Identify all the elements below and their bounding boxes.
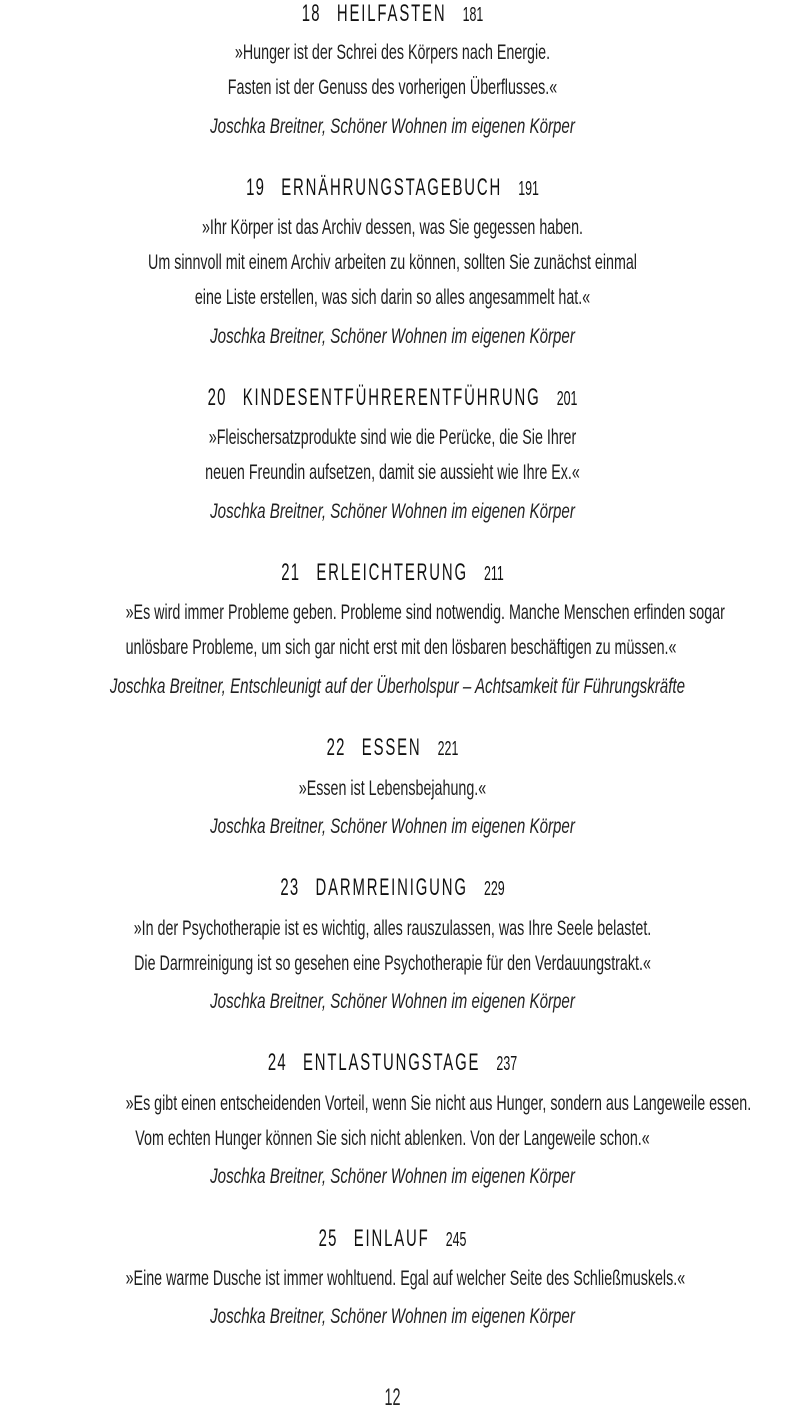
chapter-number: 25 <box>318 1225 338 1252</box>
epigraph-line: eine Liste erstellen, was sich darin so alles angesammelt hat.« <box>194 286 591 309</box>
chapter-title: ESSEN <box>361 734 422 761</box>
epigraph-attribution: Joschka Breitner, Schöner Wohnen im eigenen Körper <box>210 815 575 838</box>
epigraph-line: »Ihr Körper ist das Archiv dessen, was Sie gegessen haben. <box>201 216 584 239</box>
chapter-title: DARMREINIGUNG <box>315 874 468 901</box>
page-number: 12 <box>384 1384 401 1411</box>
epigraph-line: »Es gibt einen entscheidenden Vorteil, wenn Sie nicht aus Hunger, sondern aus Langeweile essen. <box>125 1092 752 1115</box>
chapter-title: HEILFASTEN <box>336 0 447 27</box>
chapter-page: 229 <box>483 878 505 900</box>
epigraph-line: »Fleischersatzprodukte sind wie die Perücke, die Sie Ihrer <box>208 426 577 449</box>
chapter-number: 19 <box>246 174 266 201</box>
chapter-title: ERNÄHRUNGSTAGEBUCH <box>281 174 503 201</box>
chapter-heading-23 <box>149 874 636 902</box>
epigraph-line: »Eine warme Dusche ist immer wohltuend. Egal auf welcher Seite des Schließmuskels.« <box>125 1267 686 1290</box>
chapter-heading-18 <box>149 0 636 28</box>
epigraph-line: Fasten ist der Genuss des vorherigen Überflusses.« <box>227 76 558 99</box>
chapter-page: 237 <box>496 1053 518 1075</box>
epigraph-line: »Es wird immer Probleme geben. Probleme sind notwendig. Manche Menschen erfinden sogar <box>125 601 725 624</box>
chapter-heading-24 <box>149 1049 636 1077</box>
epigraph-line: Um sinnvoll mit einem Archiv arbeiten zu können, sollten Sie zunächst einmal <box>148 251 637 274</box>
epigraph-attribution: Joschka Breitner, Schöner Wohnen im eigenen Körper <box>210 1305 575 1328</box>
chapter-heading-25 <box>149 1225 636 1253</box>
chapter-number: 24 <box>267 1049 287 1076</box>
chapter-heading-21 <box>149 559 636 587</box>
epigraph-attribution: Joschka Breitner, Schöner Wohnen im eigenen Körper <box>210 500 575 523</box>
chapter-page: 181 <box>462 4 484 26</box>
epigraph-line: neuen Freundin aufsetzen, damit sie aussieht wie Ihre Ex.« <box>205 461 580 484</box>
epigraph-line: unlösbare Probleme, um sich gar nicht erst mit den lösbaren beschäftigen zu müssen.« <box>125 636 677 659</box>
epigraph-line: »Hunger ist der Schrei des Körpers nach Energie. <box>234 41 551 64</box>
epigraph-attribution: Joschka Breitner, Schöner Wohnen im eigenen Körper <box>210 115 575 138</box>
chapter-heading-20 <box>149 384 636 412</box>
epigraph-attribution: Joschka Breitner, Schöner Wohnen im eigenen Körper <box>210 1165 575 1188</box>
chapter-heading-19 <box>149 174 636 202</box>
epigraph-attribution: Joschka Breitner, Schöner Wohnen im eigenen Körper <box>210 990 575 1013</box>
epigraph-line: Vom echten Hunger können Sie sich nicht ablenken. Von der Langeweile schon.« <box>135 1127 650 1150</box>
epigraph-line: »Essen ist Lebensbejahung.« <box>298 777 487 800</box>
chapter-page: 245 <box>445 1229 467 1251</box>
chapter-number: 23 <box>280 874 300 901</box>
chapter-number: 18 <box>301 0 321 27</box>
chapter-page: 191 <box>518 178 539 200</box>
chapter-number: 21 <box>281 559 301 586</box>
chapter-title: EINLAUF <box>353 1225 430 1252</box>
epigraph-attribution: Joschka Breitner, Schöner Wohnen im eigenen Körper <box>210 325 575 348</box>
chapter-page: 221 <box>437 738 459 760</box>
epigraph-line: Die Darmreinigung ist so gesehen eine Psychotherapie für den Verdauungstrakt.« <box>134 952 651 975</box>
chapter-heading-22 <box>149 734 636 762</box>
chapter-title: ENTLASTUNGSTAGE <box>303 1049 481 1076</box>
chapter-title: KINDESENTFÜHRERENTFÜHRUNG <box>242 384 541 411</box>
epigraph-line: »In der Psychotherapie ist es wichtig, alles rauszulassen, was Ihre Seele belastet. <box>133 917 652 940</box>
chapter-page: 201 <box>556 388 578 410</box>
chapter-number: 20 <box>207 384 227 411</box>
chapter-number: 22 <box>326 734 346 761</box>
epigraph-attribution: Joschka Breitner, Entschleunigt auf der Überholspur – Achtsamkeit für Führungskräfte <box>109 675 686 698</box>
chapter-page: 211 <box>483 563 504 585</box>
chapter-title: ERLEICHTERUNG <box>316 559 468 586</box>
